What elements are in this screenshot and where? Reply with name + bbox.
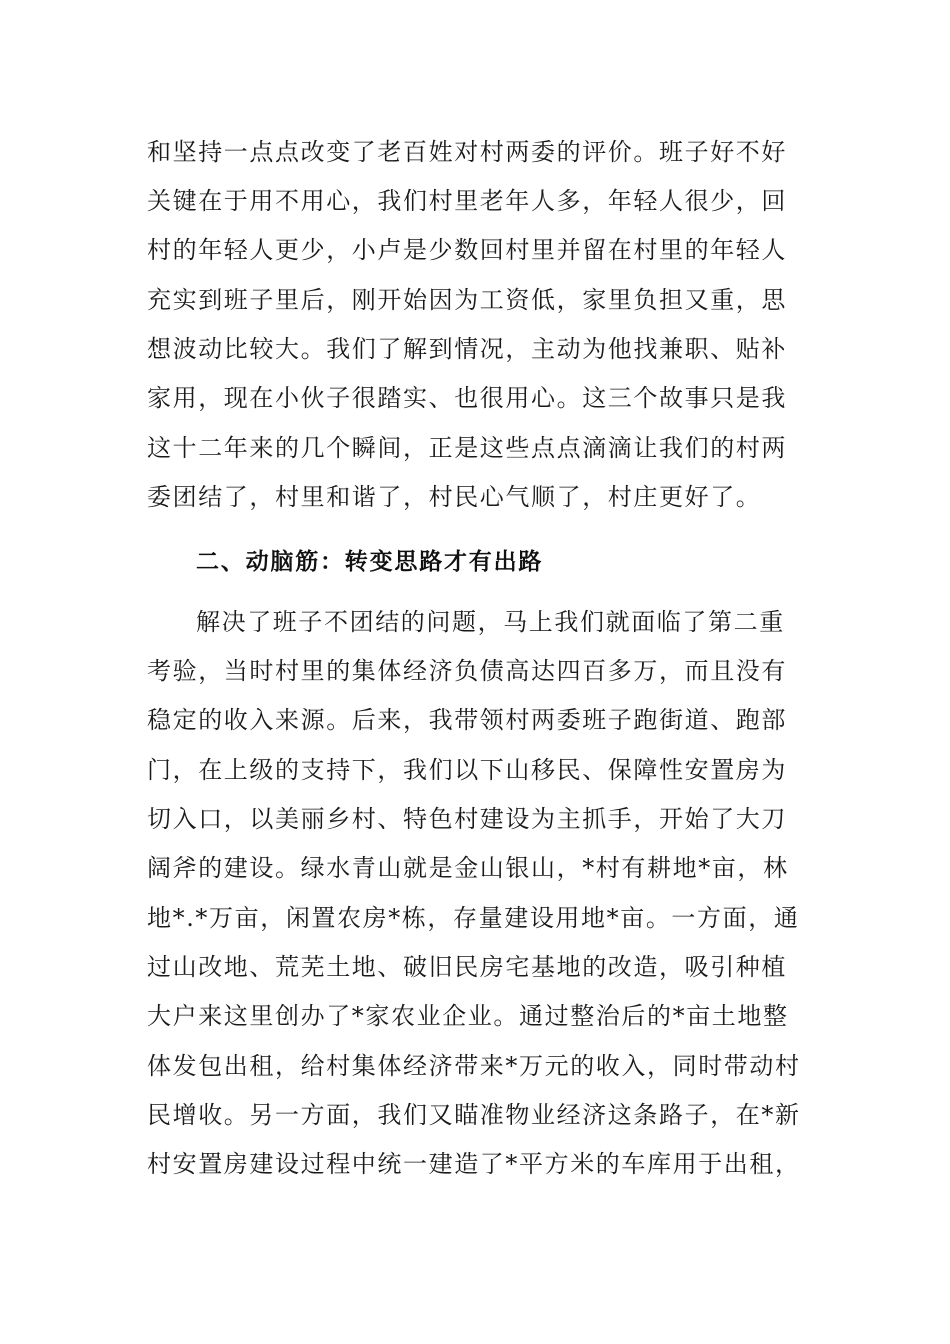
paragraph-line: 民增收。另一方面，我们又瞄准物业经济这条路子，在*新 (147, 1101, 801, 1129)
paragraph-line: 这十二年来的几个瞬间，正是这些点点滴滴让我们的村两 (147, 434, 787, 462)
paragraph-line: 稳定的收入来源。后来，我带领村两委班子跑街道、跑部 (147, 706, 787, 734)
paragraph-line: 委团结了，村里和谐了，村民心气顺了，村庄更好了。 (147, 483, 762, 511)
paragraph-line: 门，在上级的支持下，我们以下山移民、保障性安置房为 (147, 756, 787, 784)
paragraph-line: 想波动比较大。我们了解到情况，主动为他找兼职、贴补 (147, 335, 787, 363)
paragraph-line: 家用，现在小伙子很踏实、也很用心。这三个故事只是我 (147, 384, 787, 412)
paragraph-line: 和坚持一点点改变了老百姓对村两委的评价。班子好不好 (147, 138, 787, 166)
paragraph-line: 村的年轻人更少，小卢是少数回村里并留在村里的年轻人 (147, 236, 787, 264)
paragraph-line: 地*.*万亩，闲置农房*栋，存量建设用地*亩。一方面，通 (147, 904, 800, 932)
paragraph-line: 解决了班子不团结的问题，马上我们就面临了第二重 (196, 608, 785, 636)
paragraph-line: 充实到班子里后，刚开始因为工资低，家里负担又重，思 (147, 286, 787, 314)
paragraph-line: 体发包出租，给村集体经济带来*万元的收入，同时带动村 (147, 1052, 801, 1080)
paragraph-line: 考验，当时村里的集体经济负债高达四百多万，而且没有 (147, 657, 787, 685)
paragraph-line: 村安置房建设过程中统一建造了*平方米的车库用于出租， (147, 1150, 801, 1178)
paragraph-line: 大户来这里创办了*家农业企业。通过整治后的*亩土地整 (147, 1002, 789, 1030)
paragraph-line: 关键在于用不用心，我们村里老年人多，年轻人很少，回 (147, 187, 787, 215)
section-heading: 二、动脑筋：转变思路才有出路 (196, 549, 544, 575)
paragraph-line: 切入口，以美丽乡村、特色村建设为主抓手，开始了大刀 (147, 805, 787, 833)
paragraph-line: 过山改地、荒芜土地、破旧民房宅基地的改造，吸引种植 (147, 953, 787, 981)
paragraph-line: 阔斧的建设。绿水青山就是金山银山，*村有耕地*亩，林 (147, 854, 789, 882)
